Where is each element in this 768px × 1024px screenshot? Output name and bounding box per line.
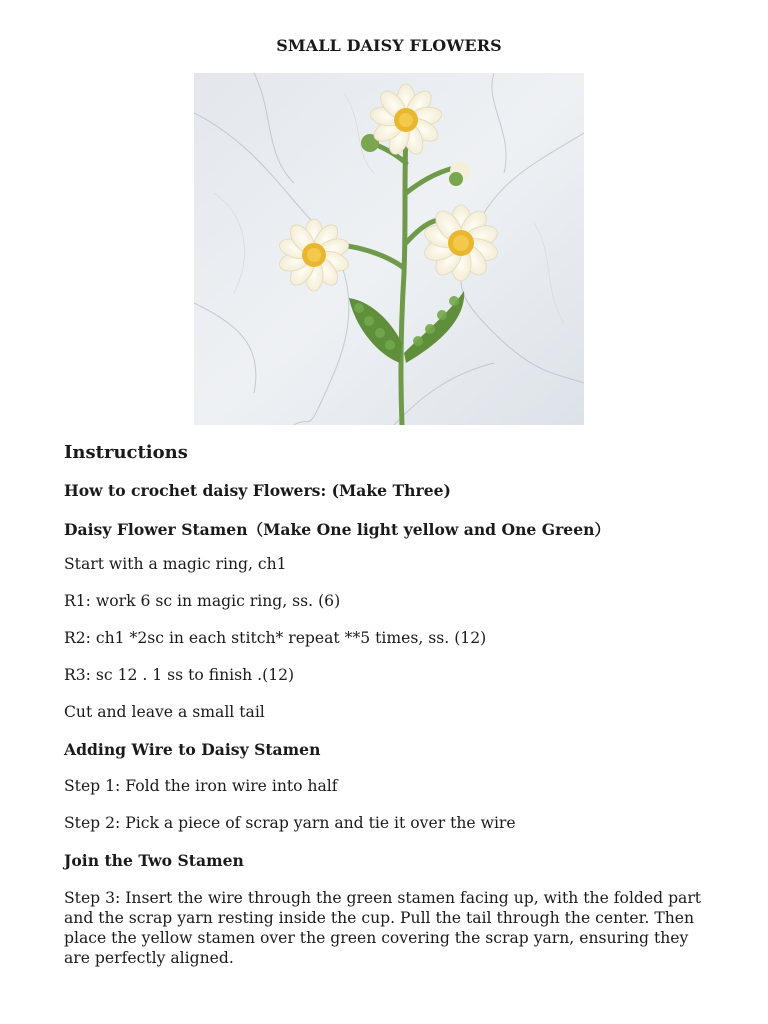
wire-heading: Adding Wire to Daisy Stamen [64, 740, 321, 759]
step-line: R1: work 6 sc in magic ring, ss. (6) [64, 592, 341, 610]
daisy-photo [194, 73, 584, 425]
instructions-heading: Instructions [64, 442, 188, 463]
subheading: How to crochet daisy Flowers: (Make Three) [64, 481, 451, 500]
join-heading: Join the Two Stamen [64, 851, 244, 870]
step-line: Cut and leave a small tail [64, 703, 265, 721]
step-line: R3: sc 12 . 1 ss to finish .(12) [64, 666, 295, 684]
wire-step: Step 1: Fold the iron wire into half [64, 777, 338, 795]
wire-step: Step 2: Pick a piece of scrap yarn and tie it over the wire [64, 814, 516, 832]
step-line: R2: ch1 *2sc in each stitch* repeat **5 times, ss. (12) [64, 629, 487, 647]
step-line: Start with a magic ring, ch1 [64, 555, 287, 573]
step3-paragraph: Step 3: Insert the wire through the green stamen facing up, with the folded part and the scrap yarn resting inside the cup. Pull the tail through the center. Then place the yellow stamen over the green covering the scrap yarn, ensuring they are perfectly aligned. [64, 889, 702, 967]
stamen-heading: Daisy Flower Stamen（Make One light yellow and One Green） [64, 520, 611, 539]
page-title: SMALL DAISY FLOWERS [276, 36, 502, 55]
